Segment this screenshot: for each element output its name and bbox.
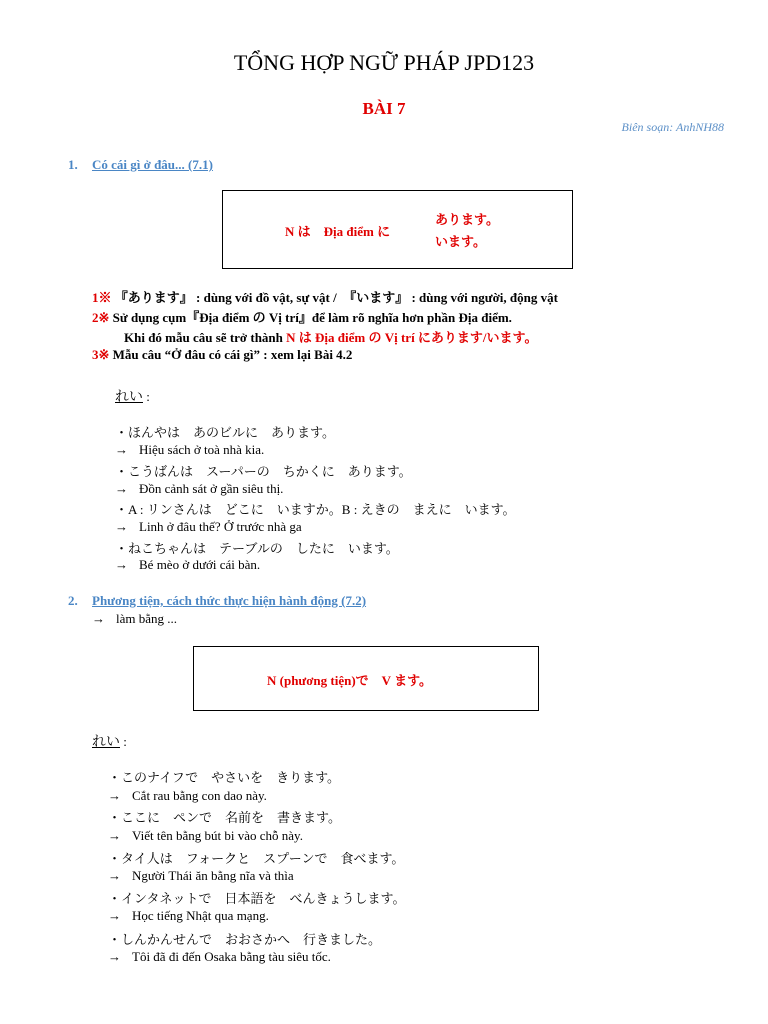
example-jp: ・このナイフで やさいを きります。 xyxy=(108,770,341,785)
note-text: Khi đó mẫu câu sẽ trở thành xyxy=(124,330,287,345)
section-title: Phương tiện, cách thức thực hiện hành động (7.2) xyxy=(92,593,367,608)
arrow-icon: → xyxy=(108,868,121,883)
arrow-icon: → xyxy=(115,481,128,496)
example-vi xyxy=(108,949,331,965)
example-vi-text: Hiệu sách ở toà nhà kia. xyxy=(139,442,265,457)
rei-label-2 xyxy=(92,731,127,751)
rei-word: れい xyxy=(92,735,120,750)
example-vi xyxy=(115,519,302,535)
example-vi xyxy=(115,442,264,458)
example-vi xyxy=(115,481,283,497)
example-jp: ・インタネットで 日本語を べんきょうします。 xyxy=(108,891,406,906)
note-marker: 2※ xyxy=(92,310,110,325)
note-2-continued xyxy=(124,327,538,346)
section-2-meaning xyxy=(92,611,177,627)
formula-box-1 xyxy=(222,190,573,269)
example-vi xyxy=(108,828,303,844)
rei-colon: : xyxy=(143,389,150,404)
example-jp: ・ここに ペンで 名前を 書きます。 xyxy=(108,810,341,825)
note-text: 『あります』 : dùng với đồ vật, sự vật / 『います』 : dùng với người, động vật xyxy=(114,290,558,305)
example-jp: ・A : リンさんは どこに いますか。B : えきの まえに います。 xyxy=(115,502,516,517)
author-credit: Biên soạn: AnhNH88 xyxy=(621,120,724,134)
example-jp: ・しんかんせんで おおさかへ 行きました。 xyxy=(108,932,382,947)
example-jp: ・ねこちゃんは テーブルの したに います。 xyxy=(115,541,399,556)
note-text: Mẫu câu “Ở đâu có cái gì” : xem lại Bài 4.2 xyxy=(112,347,353,362)
note-2 xyxy=(92,307,512,326)
note-marker: 3※ xyxy=(92,347,110,362)
example-vi xyxy=(115,557,260,573)
note-text: Sử dụng cụm『Địa điểm の Vị trí』để làm rõ nghĩa hơn phần Địa điểm. xyxy=(112,310,512,325)
arrow-icon: → xyxy=(108,908,121,923)
example-vi-text: Linh ở đâu thế? Ở trước nhà ga xyxy=(139,519,302,534)
example-vi-text: Tôi đã đi đến Osaka bằng tàu siêu tốc. xyxy=(132,949,331,964)
formula-right-2: います。 xyxy=(435,234,486,249)
example-vi xyxy=(108,788,267,804)
arrow-icon: → xyxy=(108,788,121,803)
arrow-icon: → xyxy=(115,442,128,457)
section-number: 2. xyxy=(68,593,78,608)
example-jp: ・ほんやは あのビルに あります。 xyxy=(115,425,335,440)
rei-word: れい xyxy=(115,390,143,405)
note-marker: 1※ xyxy=(92,290,112,305)
note-3 xyxy=(92,347,352,363)
formula-box-2 xyxy=(193,646,539,711)
rei-colon: : xyxy=(120,734,127,749)
arrow-icon: → xyxy=(108,949,121,964)
formula: N (phương tiện)で V ます。 xyxy=(267,673,433,688)
arrow-icon: → xyxy=(92,611,105,626)
example-vi-text: Viết tên bằng bút bi vào chỗ này. xyxy=(132,828,303,843)
example-vi-text: Học tiếng Nhật qua mạng. xyxy=(132,908,269,923)
formula-right-1: あります。 xyxy=(435,212,499,227)
section-number: 1. xyxy=(68,157,78,172)
example-vi xyxy=(108,868,294,884)
section-1-heading xyxy=(68,157,213,173)
example-vi-text: Bé mèo ở dưới cái bàn. xyxy=(139,557,261,572)
example-vi-text: Cắt rau bằng con dao này. xyxy=(132,788,267,803)
arrow-icon: → xyxy=(115,519,128,534)
example-vi xyxy=(108,908,269,924)
page-title: TỔNG HỢP NGỮ PHÁP JPD123 xyxy=(233,50,535,75)
section-2-heading xyxy=(68,593,366,609)
rei-label-1 xyxy=(115,386,150,406)
arrow-icon: → xyxy=(108,828,121,843)
example-vi-text: Đồn cảnh sát ở gần siêu thị. xyxy=(139,481,284,496)
lesson-heading: BÀI 7 xyxy=(362,99,406,118)
formula-left: N は Địa điểm に xyxy=(285,224,391,239)
note-1 xyxy=(92,287,558,306)
meaning-text: làm bằng ... xyxy=(116,611,178,626)
arrow-icon: → xyxy=(115,557,128,572)
section-title: Có cái gì ở đâu... (7.1) xyxy=(92,157,213,172)
example-jp: ・こうばんは スーパーの ちかくに あります。 xyxy=(115,464,412,479)
example-vi-text: Người Thái ăn bằng nĩa và thìa xyxy=(132,868,294,883)
example-jp: ・タイ人は フォークと スプーンで 食べます。 xyxy=(108,851,405,866)
note-pattern: N は Địa điểm の Vị trí にあります/います。 xyxy=(286,330,538,345)
